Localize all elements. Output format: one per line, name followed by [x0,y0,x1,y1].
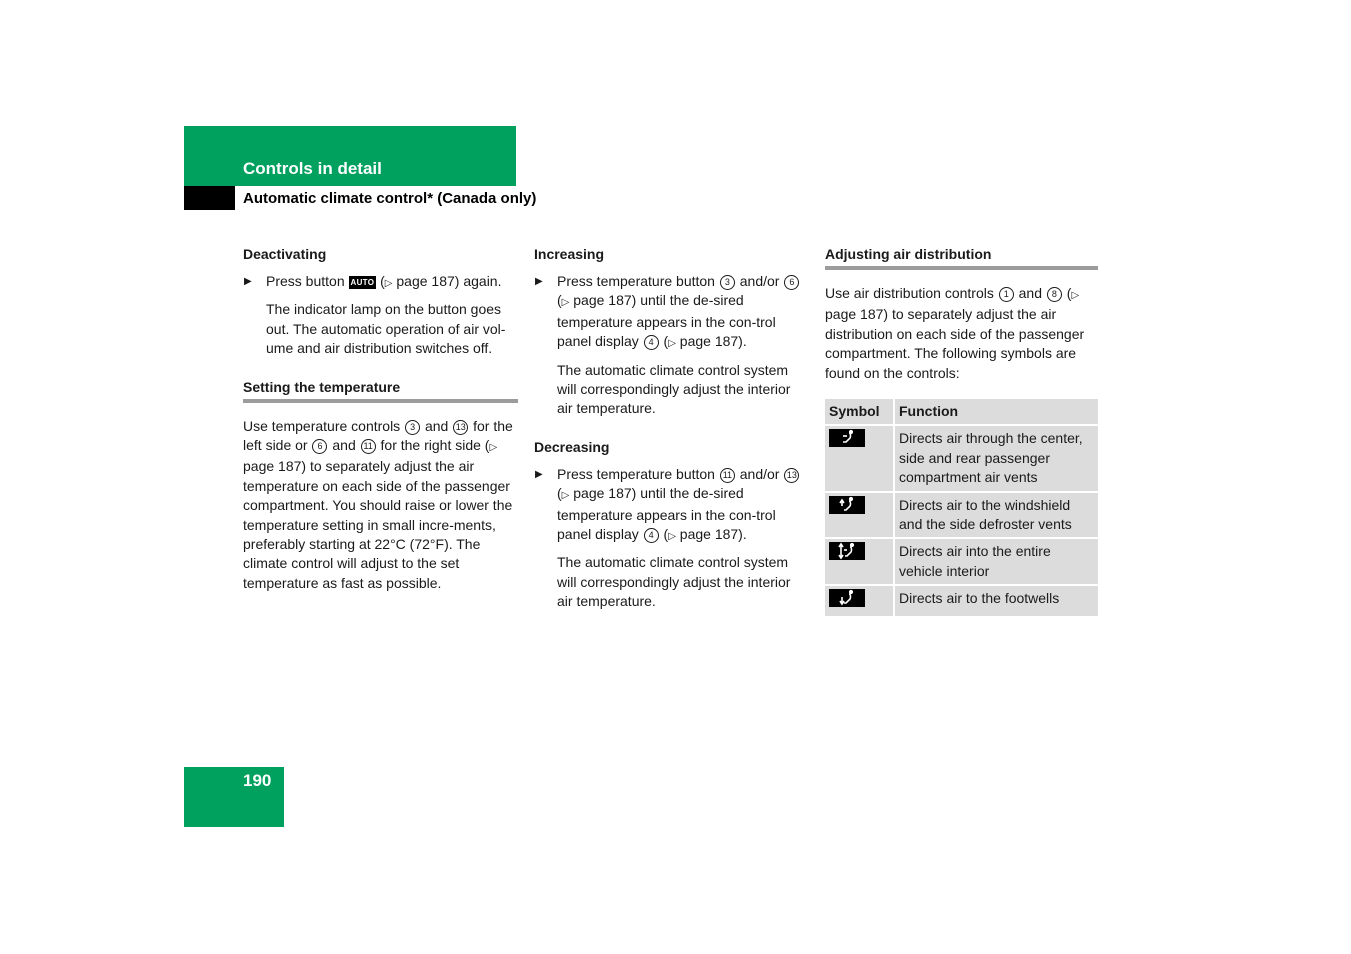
symbol-cell [825,539,895,586]
windshield-defrost-icon [829,496,865,514]
chapter-title: Controls in detail [243,159,382,178]
section-title: Automatic climate control* (Canada only) [243,190,537,207]
symbol-cell [825,586,895,617]
text: ( [557,292,562,309]
symbol-table [825,399,1098,618]
text: for the right side ( [380,437,490,454]
text: ( [1066,285,1072,301]
text: Use air distribution controls [825,285,994,301]
setting-heading: Setting the temperature [243,378,518,403]
page-ref-icon: ▷ [561,297,570,309]
text: ( [663,333,669,350]
text: Use temperature controls [243,417,401,434]
text: ( [557,485,562,502]
symbol-column-header: Symbol [825,399,895,426]
step-text: ( [380,273,385,289]
text: and [332,437,356,454]
deactivating-heading: Deactivating [243,246,327,262]
column-middle [534,245,806,612]
deactivating-note: The indicator lamp on the button goes out. The automatic operation of air vol-ume and air distribution switches off. [266,301,506,357]
table-row [825,426,1098,492]
callout-13: 13 [784,468,799,483]
text: and/or [739,273,780,289]
function-cell: Directs air to the windshield and the side defroster vents [895,493,1098,540]
auto-button-icon: AUTO [350,278,375,287]
vent-center-icon [829,429,865,447]
text: ( [663,526,669,543]
symbol-cell [825,426,895,492]
function-cell: Directs air through the center, side and rear passenger compartment air vents [895,426,1098,492]
table-row [825,493,1098,540]
text: Press temperature button [557,273,715,289]
page-number: 190 [243,771,272,790]
distribution-heading: Adjusting air distribution [825,245,1098,270]
bullet-arrow-icon: ▶ [535,468,543,480]
callout-4: 4 [644,335,659,350]
callout-11: 11 [361,439,376,454]
setting-paragraph [243,417,518,594]
text: Press temperature button [557,465,715,482]
increasing-step [534,272,806,354]
page-ref-icon: ▷ [668,338,676,350]
text: and [1018,285,1042,301]
text: page 187). [679,526,747,543]
function-cell: Directs air to the footwells [895,586,1098,617]
callout-6: 6 [784,275,799,290]
step-text: Press button [266,273,345,289]
decreasing-note: The automatic climate control system will correspondingly adjust the interior air temperature. [557,554,791,610]
table-row [825,539,1098,586]
text: page 187) until the de-sired temperature appears in the con-trol panel display [557,292,776,350]
section-marker [184,186,235,210]
text: and/or [739,465,780,482]
text: page 187) until the de-sired temperature appears in the con-trol panel display [557,485,776,543]
column-left [243,245,518,593]
function-column-header: Function [895,399,1098,426]
increasing-heading: Increasing [534,246,605,262]
decreasing-heading: Decreasing [534,438,610,455]
symbol-cell [825,493,895,540]
decreasing-step [534,465,806,547]
text: and [424,417,449,434]
page-ref-icon: ▷ [384,278,393,289]
page-ref: page 187) again. [396,273,502,289]
callout-8: 8 [1047,287,1062,302]
callout-3: 3 [405,420,420,435]
bullet-arrow-icon: ▶ [244,276,252,287]
text: for the left side or [243,417,513,454]
page-ref-icon: ▷ [561,490,570,502]
callout-1: 1 [999,287,1014,302]
column-right [825,245,1098,618]
distribution-paragraph [825,284,1098,383]
callout-13: 13 [453,420,468,435]
page-ref-icon: ▷ [489,442,498,454]
callout-11: 11 [720,468,735,483]
callout-4: 4 [644,528,659,543]
callout-3: 3 [720,275,735,290]
text: page 187). [679,333,747,350]
callout-6: 6 [312,439,327,454]
footwell-icon [829,589,865,607]
entire-interior-icon [829,542,865,560]
text: page 187) to separately adjust the air distribution on each side of the passenger compartment. The following symbols are found on the controls: [825,306,1085,381]
table-header-row [825,399,1098,426]
bullet-arrow-icon: ▶ [535,276,543,287]
table-row [825,586,1098,617]
function-cell: Directs air into the entire vehicle interior [895,539,1098,586]
deactivating-step [243,272,518,293]
text: page 187) to separately adjust the air temperature on each side of the passenger compartment. You should raise or lower the temperature setting in small incre-ments, preferably starting at 22°C (72°F). The climate control will adjust to the set temperature as fast as possible. [243,458,513,591]
page-ref-icon: ▷ [668,531,676,543]
page-ref-icon: ▷ [1071,290,1080,301]
increasing-note: The automatic climate control system will correspondingly adjust the interior air temperature. [557,361,791,417]
